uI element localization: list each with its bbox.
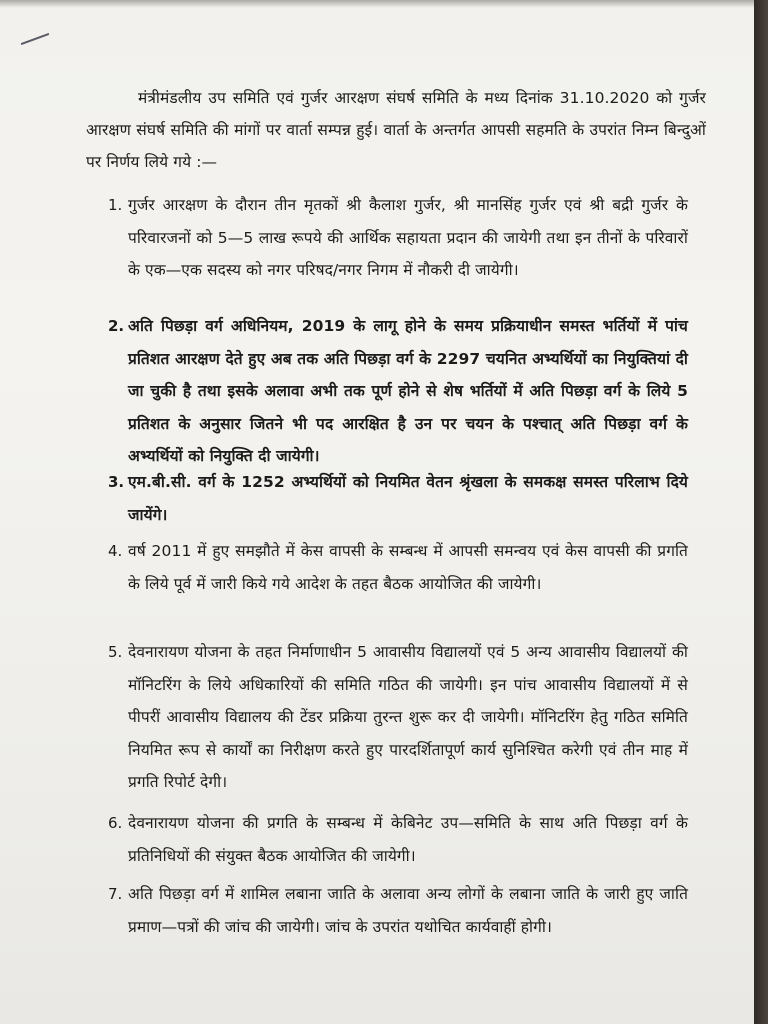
item-number: 7. — [108, 885, 123, 903]
item-text: वर्ष 2011 में हुए समझौते में केस वापसी के सम्बन्ध में आपसी समन्वय एवं केस वापसी की प्रगति के लिये पूर्व में जारी किये गये आदेश के तहत बैठक आयोजित की जायेगी। — [128, 542, 688, 593]
item-number: 4. — [108, 542, 123, 560]
intro-paragraph: मंत्रीमंडलीय उप समिति एवं गुर्जर आरक्षण संघर्ष समिति के मध्य दिनांक 31.10.2020 को गुर्जर आरक्षण संघर्ष समिति की मांगों पर वार्ता सम्पन्न हुई। वार्ता के अन्तर्गत आपसी सहमति के उपरांत निम्न बिन्दुओं पर निर्णय लिये गये :— — [86, 89, 706, 171]
item-number: 6. — [108, 814, 123, 832]
item-number: 1. — [108, 196, 123, 214]
item-number: 2. — [108, 317, 125, 335]
item-text: एम.बी.सी. वर्ग के 1252 अभ्यर्थियों को नियमित वेतन श्रृंखला के समकक्ष समस्त परिलाभ दिये जायेंगे। — [128, 473, 688, 524]
item-text: देवनारायण योजना के तहत निर्माणाधीन 5 आवासीय विद्यालयों एवं 5 अन्य आवासीय विद्यालयों की मॉनिटरिंग के लिये अधिकारियों की समिति गठित की जायेगी। इन पांच आवासीय विद्यालयों में से पीपरीं आवासीय विद्यालय की टेंडर प्रक्रिया तुरन्त शुरू कर दी जायेगी। मॉनिटरिंग हेतु गठित समिति नियमित रूप से कार्यों का निरीक्षण करते हुए पारदर्शितापूर्ण कार्य सुनिश्चित करेगी एवं तीन माह में प्रगति रिपोर्ट देगी। — [128, 643, 688, 791]
pen-mark — [21, 33, 50, 45]
page-top-shadow — [0, 0, 758, 8]
item-text: अति पिछड़ा वर्ग अधिनियम, 2019 के लागू होने के समय प्रक्रियाधीन समस्त भर्तियों में पांच प्रतिशत आरक्षण देते हुए अब तक अति पिछड़ा वर्ग के 2297 चयनित अभ्यर्थियों का नियुक्तियां दी जा चुकी है तथा इसके अलावा अभी तक पूर्ण होने से शेष भर्तियों में अति पिछड़ा वर्ग के लिये 5 प्रतिशत के अनुसार जितने भी पद आरक्षित है उन पर चयन के पश्चात् अति पिछड़ा वर्ग के अभ्यर्थियों को नियुक्ति दी जायेगी। — [128, 317, 688, 465]
item-number: 3. — [108, 473, 125, 491]
background-edge — [754, 0, 768, 1024]
item-text: देवनारायण योजना की प्रगति के सम्बन्ध में केबिनेट उप—समिति के साथ अति पिछड़ा वर्ग के प्रतिनिधियों की संयुक्त बैठक आयोजित की जायेगी। — [128, 814, 688, 865]
item-number: 5. — [108, 643, 123, 661]
item-text: गुर्जर आरक्षण के दौरान तीन मृतकों श्री कैलाश गुर्जर, श्री मानसिंह गुर्जर एवं श्री बद्री गुर्जर के परिवारजनों को 5—5 लाख रूपये की आर्थिक सहायता प्रदान की जायेगी तथा इन तीनों के परिवारों के एक—एक सदस्य को नगर परिषद/नगर निगम में नौकरी दी जायेगी। — [128, 196, 688, 279]
item-text: अति पिछड़ा वर्ग में शामिल लबाना जाति के अलावा अन्य लोगों के लबाना जाति के जारी हुए जाति प्रमाण—पत्रों की जांच की जायेगी। जांच के उपरांत यथोचित कार्यवाहीं होगी। — [128, 885, 688, 936]
